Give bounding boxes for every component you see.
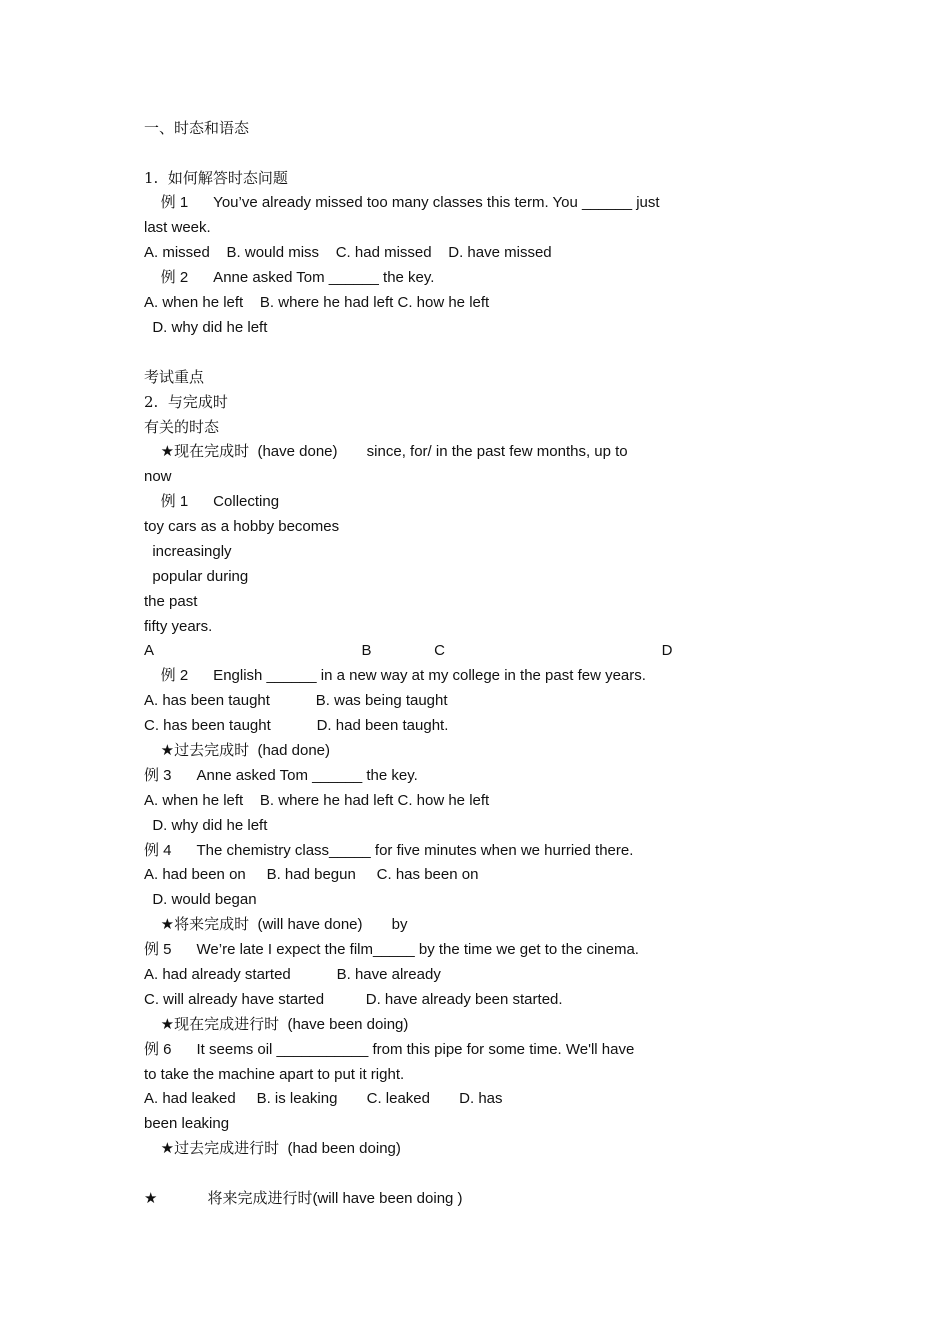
exam-focus-heading: 考试重点 [144,368,205,386]
example-2b-options-cd: C. has been taught D. had been taught. [144,717,449,734]
example-1-options: A. missed B. would miss C. had missed D. have missed [144,244,552,261]
example-3-options: A. when he left B. where he had left C. how he left [144,792,490,809]
example-1b-line-3: increasingly [144,543,232,560]
example-4-options: A. had been on B. had begun C. has been on [144,866,479,883]
example-5-options-cd: C. will already have started D. have already been started. [144,991,563,1008]
example-4-option-d: D. would began [144,891,257,908]
example-2b-options-ab: A. has been taught B. was being taught [144,692,448,709]
example-6-question-cont: to take the machine apart to put it right. [144,1066,405,1083]
past-perfect-heading: ★过去完成时 (had done) [144,742,331,759]
subheading-related-tenses: 有关的时态 [144,418,220,436]
subheading-perfect: 2. 与完成时 [144,393,228,411]
example-1b-line-5: the past [144,593,198,610]
present-perfect-heading: ★现在完成时 (have done) since, for/ in the past few months, up to [144,443,628,460]
example-3-question: 例 3 Anne asked Tom ______ the key. [144,767,418,784]
example-2-options: A. when he left B. where he had left C. how he left [144,294,490,311]
example-1b-line-2: toy cars as a hobby becomes [144,518,340,535]
example-6-options: A. had leaked B. is leaking C. leaked D. has [144,1090,503,1107]
example-6-question: 例 6 It seems oil ___________ from this pipe for some time. We'll have [144,1041,635,1058]
present-perfect-heading-cont: now [144,468,172,485]
example-1-question: 例 1 You’ve already missed too many classes this term. You ______ just [144,194,660,211]
example-5-question: 例 5 We’re late I expect the film_____ by the time we get to the cinema. [144,941,639,958]
subheading-tense-questions: 1. 如何解答时态问题 [144,169,288,187]
future-perfect-continuous-heading: ★ 将来完成进行时(will have been doing ) [144,1190,463,1207]
section-heading: 一、时态和语态 [144,119,250,137]
example-5-options-ab: A. had already started B. have already [144,966,441,983]
example-4-question: 例 4 The chemistry class_____ for five minutes when we hurried there. [144,842,634,859]
example-1b-markers: A B C D [144,642,673,659]
example-1b-line-6: fifty years. [144,618,213,635]
example-2-option-d: D. why did he left [144,319,268,336]
past-perfect-continuous-heading: ★过去完成进行时 (had been doing) [144,1140,401,1157]
example-6-option-d-cont: been leaking [144,1115,230,1132]
example-3-option-d: D. why did he left [144,817,268,834]
present-perfect-continuous-heading: ★现在完成进行时 (have been doing) [144,1016,409,1033]
example-2-question: 例 2 Anne asked Tom ______ the key. [144,269,435,286]
future-perfect-heading: ★将来完成时 (will have done) by [144,916,408,933]
example-1b-question: 例 1 Collecting [144,493,280,510]
example-1b-line-4: popular during [144,568,249,585]
example-1-question-cont: last week. [144,219,211,236]
example-2b-question: 例 2 English ______ in a new way at my college in the past few years. [144,667,646,684]
